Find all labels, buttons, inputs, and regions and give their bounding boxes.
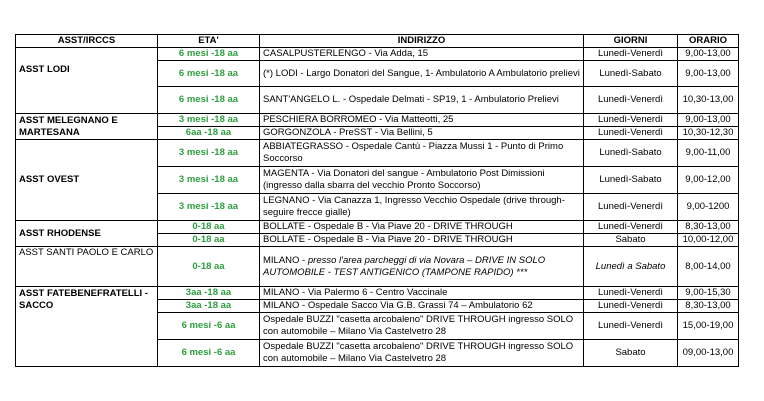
hours-cell: 8,00-14,00 xyxy=(678,247,739,287)
age-cell: 3aa -18 aa xyxy=(158,287,260,300)
table-row xyxy=(16,140,739,167)
age-cell: 0-18 aa xyxy=(158,221,260,234)
age-cell: 6 mesi -6 aa xyxy=(158,313,260,340)
age-cell: 3 mesi -18 aa xyxy=(158,167,260,194)
address-cell: ABBIATEGRASSO - Ospedale Cantù - Piazza Mussi 1 - Punto di Primo Soccorso xyxy=(260,140,584,167)
group-asst-melegnano: ASST MELEGNANO E MARTESANA xyxy=(16,114,158,140)
hours-cell: 10,30-12,30 xyxy=(678,127,739,140)
schedule-table xyxy=(15,34,739,367)
header-row xyxy=(16,35,739,48)
header-indirizzo: INDIRIZZO xyxy=(260,35,584,48)
days-cell: Lunedì-Venerdì xyxy=(584,114,678,127)
hours-cell: 9,00-1200 xyxy=(678,194,739,221)
hours-cell: 8,30-13,00 xyxy=(678,221,739,234)
address-cell: MAGENTA - Via Donatori del sangue - Ambulatorio Post Dimissioni (ingresso dalla sbarra del vecchio Pronto Soccorso) xyxy=(260,167,584,194)
group-asst-santi-paolo: ASST SANTI PAOLO E CARLO xyxy=(16,247,158,287)
header-asst: ASST/IRCCS xyxy=(16,35,158,48)
age-cell: 6 mesi -6 aa xyxy=(158,340,260,367)
age-cell: 6aa -18 aa xyxy=(158,127,260,140)
days-cell: Sabato xyxy=(584,234,678,247)
days-cell: Lunedì-Venerdì xyxy=(584,313,678,340)
address-cell: LEGNANO - Via Canazza 1, Ingresso Vecchio Ospedale (drive through-seguire frecce gialle) xyxy=(260,194,584,221)
age-cell: 6 mesi -18 aa xyxy=(158,87,260,114)
group-asst-rhodense: ASST RHODENSE xyxy=(16,221,158,247)
table-row xyxy=(16,114,739,127)
hours-cell: 9,00-13,00 xyxy=(678,61,739,87)
age-cell: 0-18 aa xyxy=(158,234,260,247)
address-cell: CASALPUSTERLENGO - Via Adda, 15 xyxy=(260,48,584,61)
table-row xyxy=(16,221,739,234)
hours-cell: 9,00-11,00 xyxy=(678,140,739,167)
hours-cell: 9,00-13,00 xyxy=(678,48,739,61)
address-city: MILANO - xyxy=(263,254,308,266)
address-cell: GORGONZOLA - PreSST - Via Bellini, 5 xyxy=(260,127,584,140)
hours-cell: 10,00-12,00 xyxy=(678,234,739,247)
address-cell: BOLLATE - Ospedale B - Via Piave 20 - DRIVE THROUGH xyxy=(260,234,584,247)
age-cell: 6 mesi -18 aa xyxy=(158,61,260,87)
days-cell: Lunedì-Venerdì xyxy=(584,48,678,61)
hours-cell: 15,00-19,00 xyxy=(678,313,739,340)
age-cell: 6 mesi -18 aa xyxy=(158,48,260,61)
hours-cell: 9,00-13,00 xyxy=(678,114,739,127)
address-cell: Ospedale BUZZI "casetta arcobaleno" DRIVE THROUGH ingresso SOLO con automobile – Milano Via Castelvetro 28 xyxy=(260,340,584,367)
days-cell: Lunedì-Sabato xyxy=(584,61,678,87)
hours-cell: 10,30-13,00 xyxy=(678,87,739,114)
days-cell: Lunedì-Sabato xyxy=(584,140,678,167)
days-cell: Lunedì-Venerdì xyxy=(584,194,678,221)
days-cell: Lunedì-Venerdì xyxy=(584,127,678,140)
address-detail: presso l'area parcheggi di via Novara – DRIVE IN SOLO AUTOMOBILE - TEST ANTIGENICO (TAMPONE RAPIDO) *** xyxy=(263,254,546,278)
address-cell: MILANO - Via Palermo 6 - Centro Vaccinale xyxy=(260,287,584,300)
days-cell: Lunedì-Venerdì xyxy=(584,87,678,114)
age-cell: 3 mesi -18 aa xyxy=(158,140,260,167)
group-asst-lodi: ASST LODI xyxy=(16,48,158,114)
group-asst-fatebenefratelli: ASST FATEBENEFRATELLI - SACCO xyxy=(16,287,158,367)
table-row xyxy=(16,48,739,61)
address-cell: (*) LODI - Largo Donatori del Sangue, 1- Ambulatorio A Ambulatorio prelievi xyxy=(260,61,584,87)
days-cell: Lunedì-Venerdì xyxy=(584,287,678,300)
age-cell: 0-18 aa xyxy=(158,247,260,287)
days-cell: Lunedì-Venerdì xyxy=(584,300,678,313)
address-cell: BOLLATE - Ospedale B - Via Piave 20 - DRIVE THROUGH xyxy=(260,221,584,234)
address-cell: PESCHIERA BORROMEO - Via Matteotti, 25 xyxy=(260,114,584,127)
hours-cell: 9,00-15,30 xyxy=(678,287,739,300)
age-cell: 3 mesi -18 aa xyxy=(158,114,260,127)
hours-cell: 09,00-13,00 xyxy=(678,340,739,367)
address-cell: SANT'ANGELO L. - Ospedale Delmati - SP19, 1 - Ambulatorio Prelievi xyxy=(260,87,584,114)
days-cell: Lunedì a Sabato xyxy=(584,247,678,287)
header-eta: ETA' xyxy=(158,35,260,48)
days-cell: Lunedì-Sabato xyxy=(584,167,678,194)
age-cell: 3aa -18 aa xyxy=(158,300,260,313)
age-cell: 3 mesi -18 aa xyxy=(158,194,260,221)
table-row xyxy=(16,287,739,300)
address-cell xyxy=(260,247,584,287)
address-cell: Ospedale BUZZI "casetta arcobaleno" DRIVE THROUGH ingresso SOLO con automobile – Milano Via Castelvetro 28 xyxy=(260,313,584,340)
header-orario: ORARIO xyxy=(678,35,739,48)
hours-cell: 8,30-13,00 xyxy=(678,300,739,313)
table-row xyxy=(16,247,739,287)
days-cell: Sabato xyxy=(584,340,678,367)
days-cell: Lunedì-Venerdì xyxy=(584,221,678,234)
header-giorni: GIORNI xyxy=(584,35,678,48)
hours-cell: 9,00-12,00 xyxy=(678,167,739,194)
group-asst-ovest: ASST OVEST xyxy=(16,140,158,221)
address-cell: MILANO - Ospedale Sacco Via G.B. Grassi 74 – Ambulatorio 62 xyxy=(260,300,584,313)
